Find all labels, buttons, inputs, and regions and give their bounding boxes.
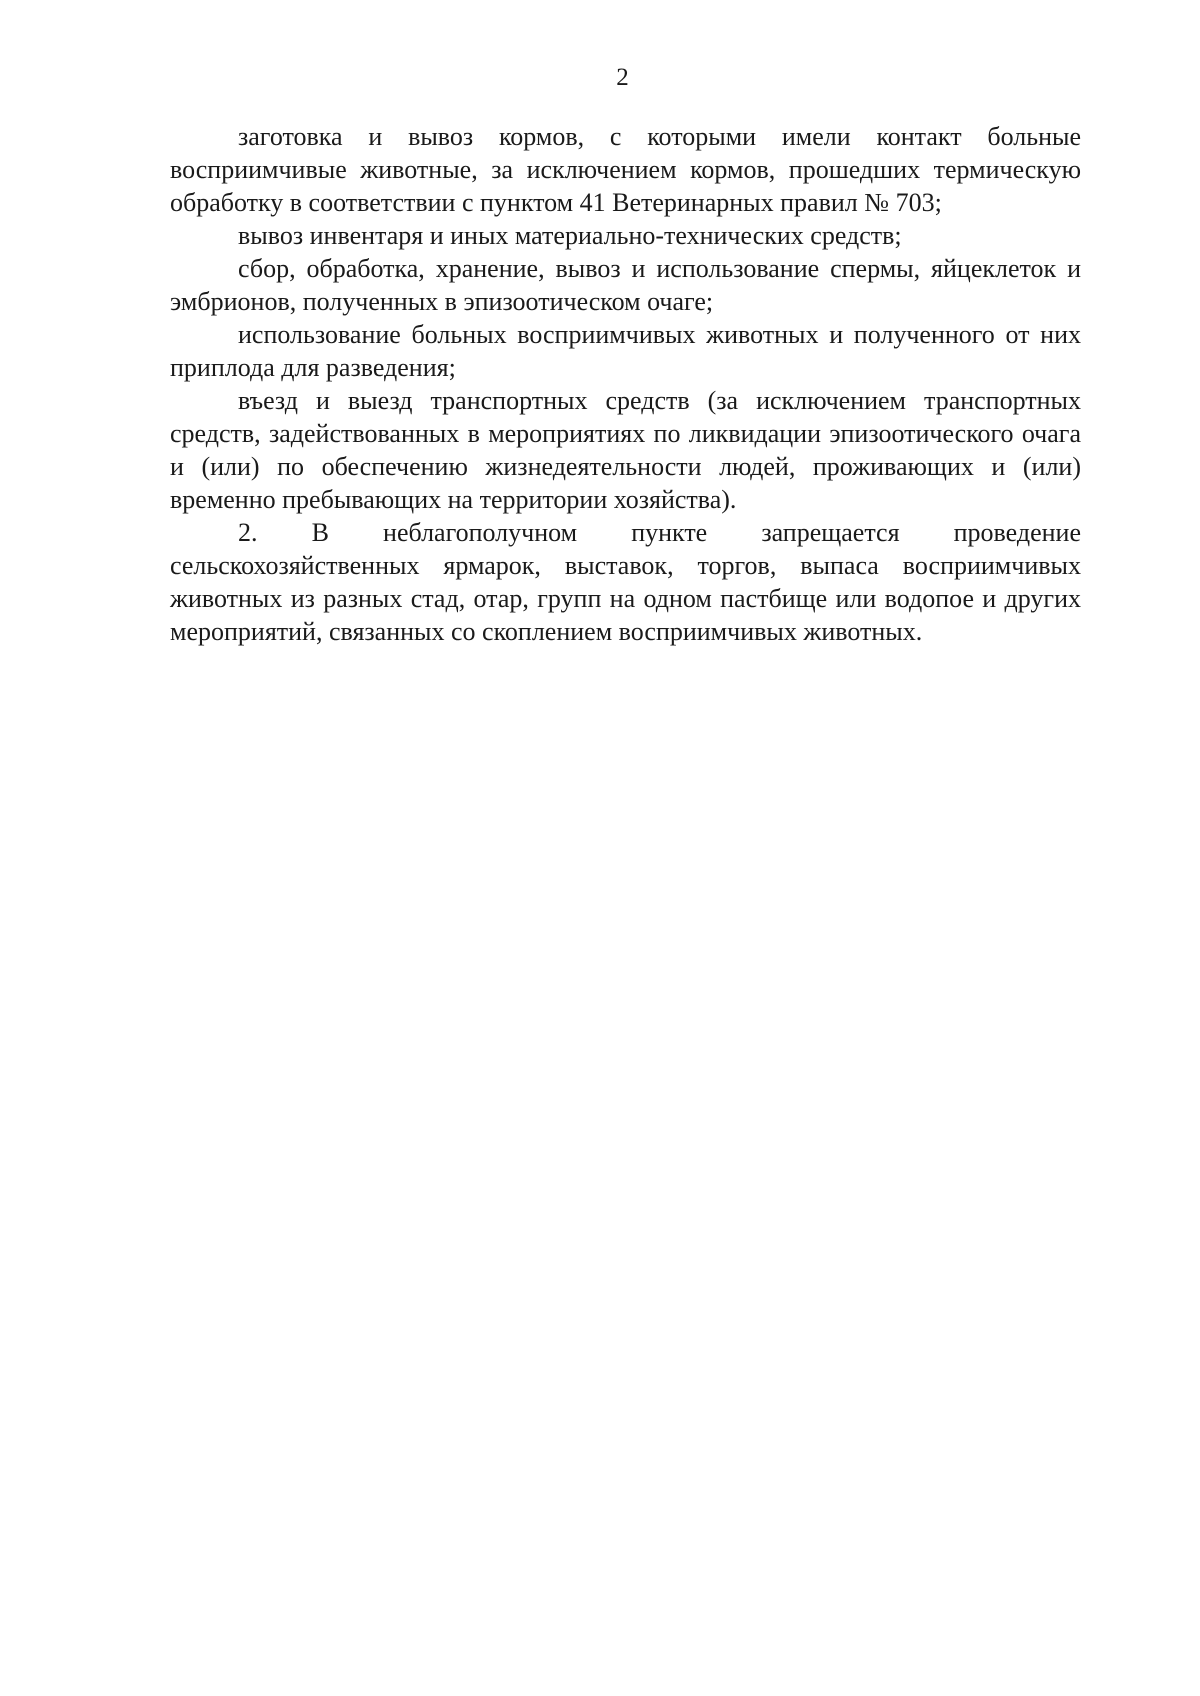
- document-body: [170, 120, 1081, 648]
- paragraph-semen-embryos: сбор, обработка, хранение, вывоз и использование спермы, яйцеклеток и эмбрионов, полученных в эпизоотическом очаге;: [170, 254, 1081, 316]
- paragraph-vehicle-entry: въезд и выезд транспортных средств (за исключением транспортных средств, задействованных в мероприятиях по ликвидации эпизоотического очага и (или) по обеспечению жизнедеятельности людей, проживающих и (или) временно пребывающих на территории хозяйства).: [170, 386, 1081, 514]
- paragraph-inventory-export: вывоз инвентаря и иных материально-технических средств;: [238, 221, 902, 250]
- page-number: 2: [616, 64, 629, 91]
- paragraph-feed-export: заготовка и вывоз кормов, с которыми имели контакт больные восприимчивые животные, за исключением кормов, прошедших термическую обработку в соответствии с пунктом 41 Ветеринарных правил № 703;: [170, 122, 1081, 217]
- paragraph-breeding-use: использование больных восприимчивых животных и полученного от них приплода для разведения;: [170, 320, 1081, 382]
- paragraph-point-2-prohibitions: 2. В неблагополучном пункте запрещается проведение сельскохозяйственных ярмарок, выставок, торгов, выпаса восприимчивых животных из разных стад, отар, групп на одном пастбище или водопое и других мероприятий, связанных со скоплением восприимчивых животных.: [170, 518, 1081, 646]
